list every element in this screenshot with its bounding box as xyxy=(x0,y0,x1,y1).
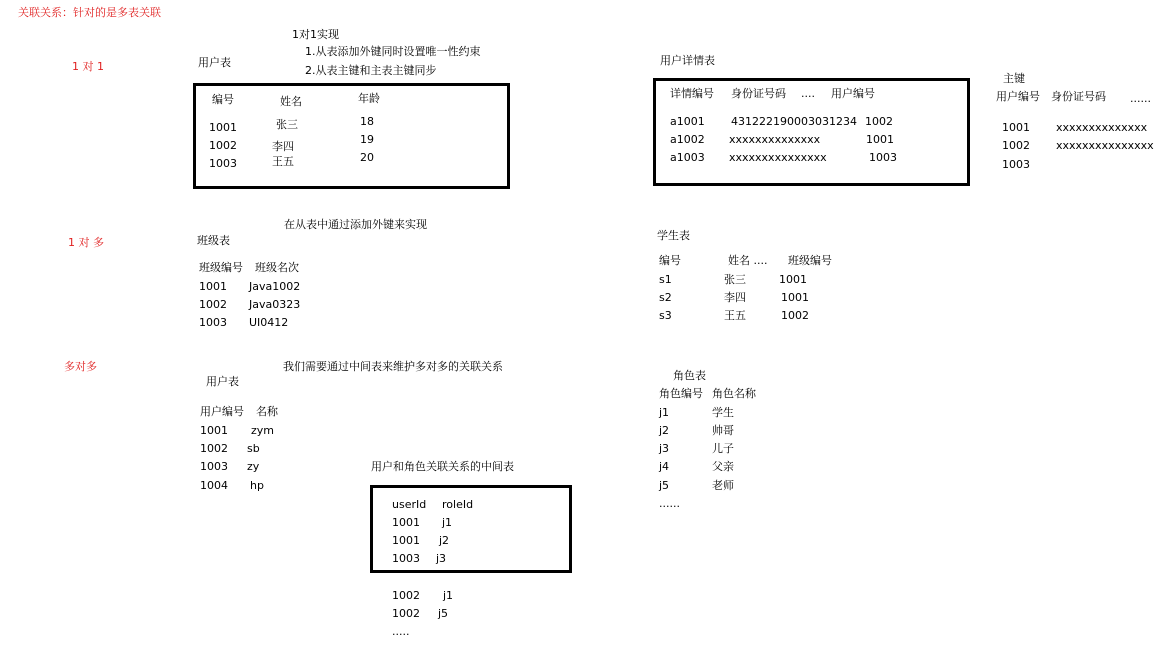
cell-userid: 1001 xyxy=(392,534,420,547)
primary-key-label: 主键 xyxy=(1003,72,1025,85)
cell-user-id: 1001 xyxy=(1002,121,1030,134)
column-header-user-name: 名称 xyxy=(256,405,278,418)
cell-class-rank: UI0412 xyxy=(249,316,289,329)
cell-role-id: j4 xyxy=(659,460,670,473)
cell-age: 18 xyxy=(360,115,374,128)
cell-class-id: 1001 xyxy=(781,291,809,304)
cell-student-id: s3 xyxy=(659,309,672,322)
cell-user-name: zym xyxy=(251,424,274,437)
cell-roleid: j2 xyxy=(439,534,450,547)
cell-roleid: j1 xyxy=(442,516,453,529)
cell-roleid: j1 xyxy=(443,589,454,602)
column-header-id-card: 身份证号码 xyxy=(731,87,786,100)
cell-id: 1003 xyxy=(209,157,237,170)
class-table-name: 班级表 xyxy=(197,234,230,247)
cell-user-id: 1001 xyxy=(866,133,894,146)
cell-user-id: 1003 xyxy=(1002,158,1030,171)
cell-class-id: 1001 xyxy=(199,280,227,293)
cell-userid: 1003 xyxy=(392,552,420,565)
column-header-userid: userId xyxy=(392,498,427,511)
cell-age: 19 xyxy=(360,133,374,146)
cell-detail-id: a1001 xyxy=(670,115,705,128)
cell-id-card: xxxxxxxxxxxxxxx xyxy=(729,151,827,164)
cell-roleid: j5 xyxy=(438,607,449,620)
cell-student-name: 张三 xyxy=(724,273,746,286)
cell-name: 张三 xyxy=(276,118,298,131)
column-header-id: 编号 xyxy=(212,93,234,106)
section-label-one-to-many: 1 对 多 xyxy=(68,236,104,249)
many-to-many-heading: 我们需要通过中间表来维护多对多的关联关系 xyxy=(283,360,503,373)
column-header-student-name: 姓名 .... xyxy=(728,254,768,267)
cell-user-id: 1004 xyxy=(200,479,228,492)
cell-role-name: 老师 xyxy=(712,479,734,492)
cell-name: 王五 xyxy=(272,155,294,168)
column-header-age: 年龄 xyxy=(358,92,380,105)
column-header-role-name: 角色名称 xyxy=(712,387,756,400)
page-title: 关联关系：针对的是多表关联 xyxy=(18,6,161,19)
cell-user-name: hp xyxy=(250,479,264,492)
cell-id: 1001 xyxy=(209,121,237,134)
cell-user-id: 1002 xyxy=(1002,139,1030,152)
column-header-name: 姓名 xyxy=(280,95,302,108)
detail-table-name: 用户详情表 xyxy=(660,54,715,67)
cell-detail-id: a1003 xyxy=(670,151,705,164)
role-table-name: 角色表 xyxy=(673,369,706,382)
cell-userid: 1001 xyxy=(392,516,420,529)
cell-student-name: 王五 xyxy=(724,309,746,322)
mm-user-table-name: 用户表 xyxy=(206,375,239,388)
cell-user-id: 1003 xyxy=(200,460,228,473)
column-header-ellipsis: .... xyxy=(801,87,815,100)
role-table-ellipsis: ...... xyxy=(659,497,680,510)
cell-student-id: s1 xyxy=(659,273,672,286)
cell-role-name: 父亲 xyxy=(712,460,734,473)
column-header-role-id: 角色编号 xyxy=(659,387,703,400)
cell-roleid: j3 xyxy=(436,552,447,565)
column-header-ellipsis: ...... xyxy=(1130,92,1151,105)
cell-id-card: 431222190003031234 xyxy=(731,115,857,128)
cell-user-id: 1003 xyxy=(869,151,897,164)
cell-user-id: 1001 xyxy=(200,424,228,437)
column-header-user-id: 用户编号 xyxy=(831,87,875,100)
cell-id-card: xxxxxxxxxxxxxx xyxy=(729,133,821,146)
one-to-one-heading: 1对1实现 xyxy=(292,28,339,41)
middle-table-name: 用户和角色关联关系的中间表 xyxy=(371,460,514,473)
cell-user-name: sb xyxy=(247,442,260,455)
middle-table-ellipsis: ..... xyxy=(392,625,410,638)
cell-class-rank: Java1002 xyxy=(249,280,301,293)
cell-role-id: j1 xyxy=(659,406,670,419)
cell-class-id: 1002 xyxy=(781,309,809,322)
column-header-user-id: 用户编号 xyxy=(996,90,1040,103)
cell-age: 20 xyxy=(360,151,374,164)
cell-id-card: xxxxxxxxxxxxxxx xyxy=(1056,139,1154,152)
one-to-one-note-2: 2.从表主键和主表主键同步 xyxy=(305,64,437,77)
cell-class-id: 1002 xyxy=(199,298,227,311)
one-to-one-note-1: 1.从表添加外键同时设置唯一性约束 xyxy=(305,45,481,58)
column-header-id-card: 身份证号码 xyxy=(1051,90,1106,103)
cell-user-id: 1002 xyxy=(865,115,893,128)
cell-role-id: j2 xyxy=(659,424,670,437)
user-table-box xyxy=(193,83,510,189)
column-header-roleid: roleId xyxy=(442,498,474,511)
column-header-class-id: 班级编号 xyxy=(788,254,832,267)
cell-role-name: 儿子 xyxy=(712,442,734,455)
cell-class-id: 1003 xyxy=(199,316,227,329)
cell-student-id: s2 xyxy=(659,291,672,304)
cell-user-name: zy xyxy=(247,460,260,473)
cell-student-name: 李四 xyxy=(724,291,746,304)
column-header-student-id: 编号 xyxy=(659,254,681,267)
cell-role-id: j3 xyxy=(659,442,670,455)
column-header-user-id: 用户编号 xyxy=(200,405,244,418)
cell-detail-id: a1002 xyxy=(670,133,705,146)
cell-userid: 1002 xyxy=(392,589,420,602)
user-table-name: 用户表 xyxy=(198,56,231,69)
one-to-many-heading: 在从表中通过添加外键来实现 xyxy=(284,218,427,231)
section-label-many-to-many: 多对多 xyxy=(64,360,97,373)
cell-class-id: 1001 xyxy=(779,273,807,286)
cell-role-id: j5 xyxy=(659,479,670,492)
section-label-one-to-one: 1 对 1 xyxy=(72,60,104,73)
column-header-class-rank: 班级名次 xyxy=(255,261,299,274)
cell-class-rank: Java0323 xyxy=(249,298,301,311)
cell-userid: 1002 xyxy=(392,607,420,620)
student-table-name: 学生表 xyxy=(657,229,690,242)
cell-id: 1002 xyxy=(209,139,237,152)
column-header-detail-id: 详情编号 xyxy=(670,87,714,100)
cell-role-name: 学生 xyxy=(712,406,734,419)
column-header-class-id: 班级编号 xyxy=(199,261,243,274)
cell-id-card: xxxxxxxxxxxxxx xyxy=(1056,121,1148,134)
cell-role-name: 帅哥 xyxy=(712,424,734,437)
cell-user-id: 1002 xyxy=(200,442,228,455)
cell-name: 李四 xyxy=(272,140,294,153)
